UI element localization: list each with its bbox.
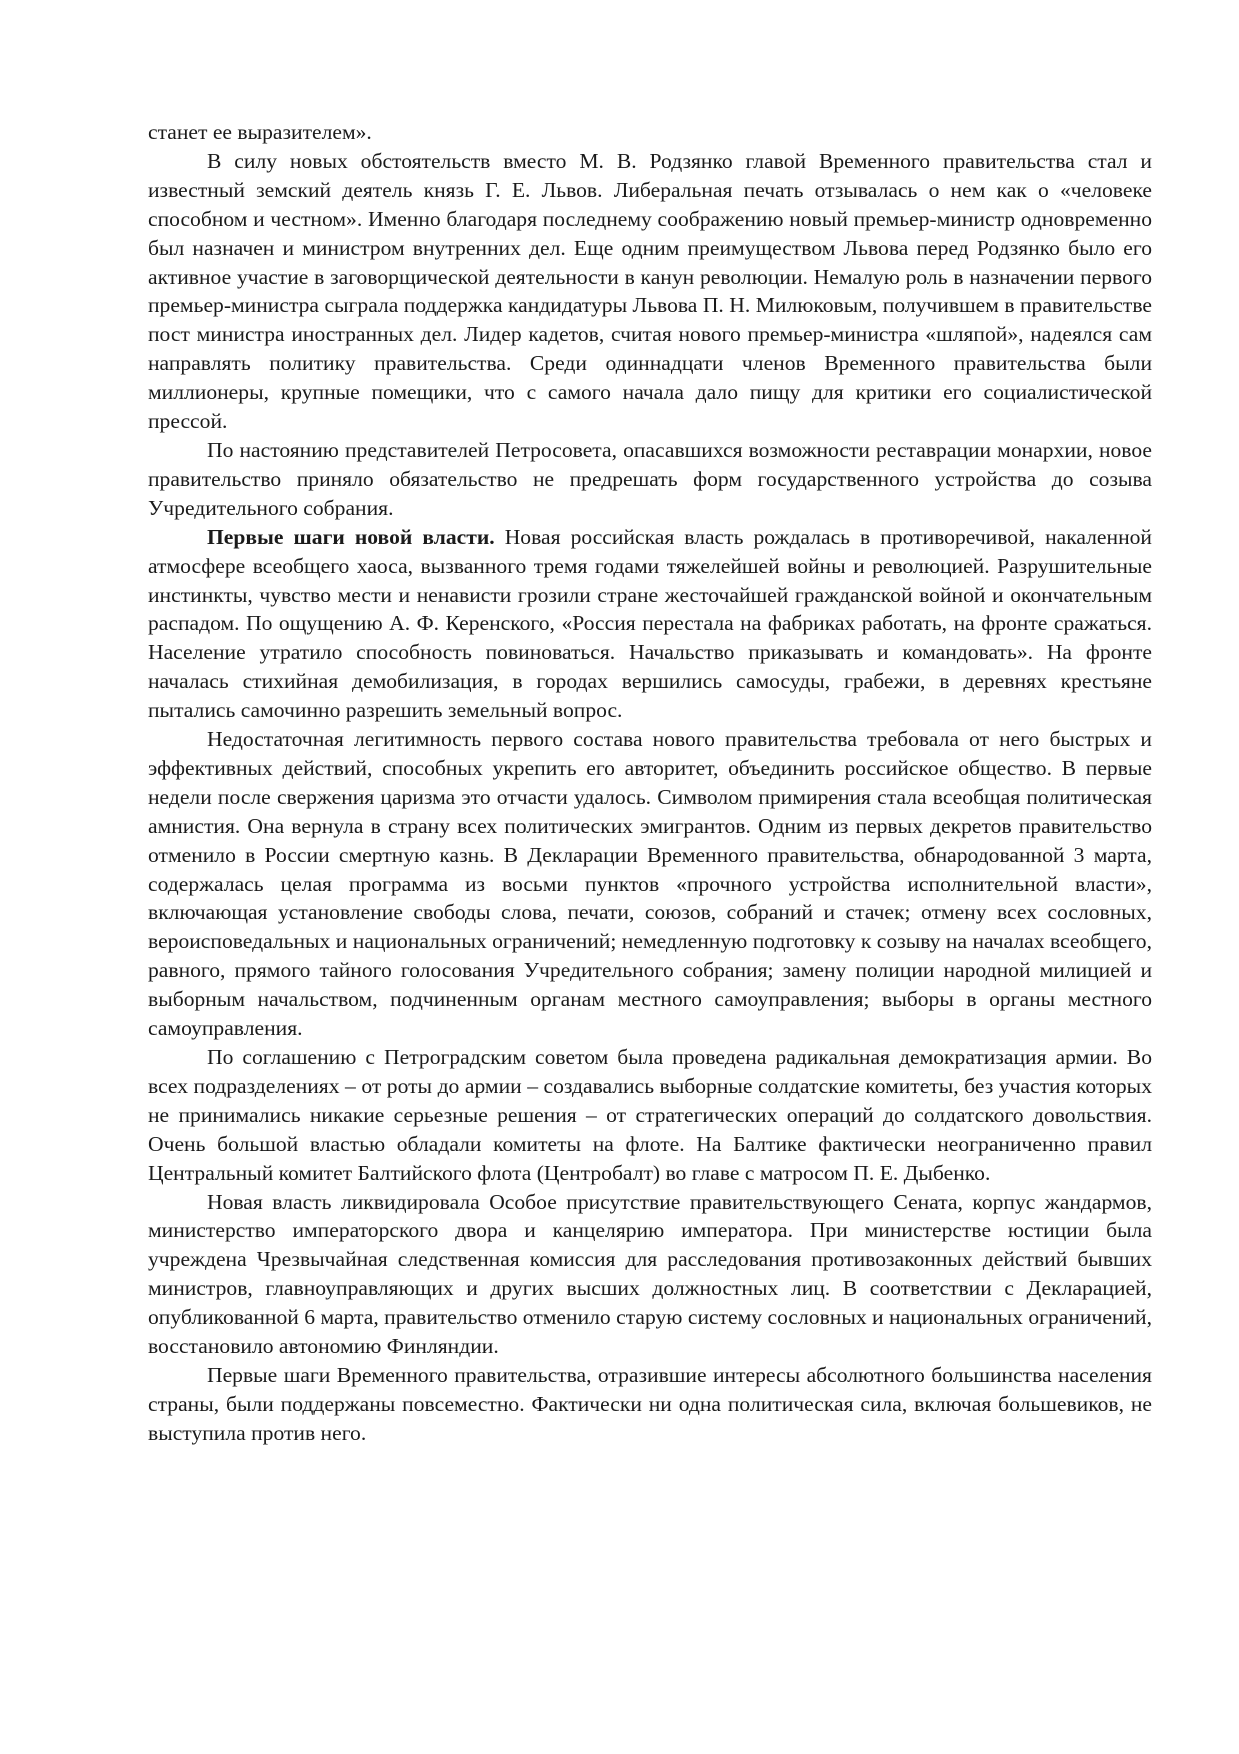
paragraph-6-text: По соглашению с Петроградским советом была проведена радикальная демократизация армии. Во всех подразделениях – от роты до армии – создавались выборные солдатские комитеты, без участия которых не принимались никакие серьезные решения – от стратегических операций до солдатского довольствия. Очень большой властью обладали комитеты на флоте. На Балтике фактически неограниченно правил Центральный комитет Балтийского флота (Центробалт) во главе с матросом П. Е. Дыбенко.: [148, 1045, 1152, 1185]
paragraph-8: [148, 1361, 1152, 1448]
paragraph-7: [148, 1188, 1152, 1361]
paragraph-8-text: Первые шаги Временного правительства, отразившие интересы абсолютного большинства населения страны, были поддержаны повсеместно. Фактически ни одна политическая сила, включая большевиков, не выступила против него.: [148, 1362, 1152, 1445]
paragraph-6: [148, 1043, 1152, 1188]
paragraph-5: [148, 725, 1152, 1043]
paragraph-4: [148, 523, 1152, 725]
paragraph-2-text: В силу новых обстоятельств вместо М. В. Родзянко главой Временного правительства стал и известный земский деятель князь Г. Е. Львов. Либеральная печать отзывалась о нем как о «человеке способном и честном». Именно благодаря последнему соображению новый премьер-министр одновременно был назначен и министром внутренних дел. Еще одним преимуществом Львова перед Родзянко было его активное участие в заговорщической деятельности в канун революции. Немалую роль в назначении первого премьер-министра сыграла поддержка кандидатуры Львова П. Н. Милюковым, получившем в правительстве пост министра иностранных дел. Лидер кадетов, считая нового премьер-министра «шляпой», надеялся сам направлять политику правительства. Среди одиннадцати членов Временного правительства были миллионеры, крупные помещики, что с самого начала дало пищу для критики его социалистической прессой.: [148, 148, 1152, 434]
paragraph-1-text: станет ее выразителем».: [148, 120, 372, 144]
paragraph-3-text: По настоянию представителей Петросовета, опасавшихся возможности реставрации монархии, новое правительство приняло обязательство не предрешать форм государственного устройства до созыва Учредительного собрания.: [148, 437, 1152, 520]
section-heading: Первые шаги новой власти.: [207, 524, 495, 549]
paragraph-5-text: Недостаточная легитимность первого состава нового правительства требовала от него быстрых и эффективных действий, способных укрепить его авторитет, объединить российское общество. В первые недели после свержения царизма это отчасти удалось. Символом примирения стала всеобщая политическая амнистия. Она вернула в страну всех политических эмигрантов. Одним из первых декретов правительство отменило в России смертную казнь. В Декларации Временного правительства, обнародованной 3 марта, содержалась целая программа из восьми пунктов «прочного устройства исполнительной власти», включающая установление свободы слова, печати, союзов, собраний и стачек; отмену всех сословных, вероисповедальных и национальных ограничений; немедленную подготовку к созыву на началах всеобщего, равного, прямого тайного голосования Учредительного собрания; замену полиции народной милицией и выборным начальством, подчиненным органам местного самоуправления; выборы в органы местного самоуправления.: [148, 727, 1152, 1041]
paragraph-4-text: Новая российская власть рождалась в противоречивой, накаленной атмосфере всеобщего хаоса, вызванного тремя годами тяжелейшей войны и революцией. Разрушительные инстинкты, чувство мести и ненависти грозили стране жесточайшей гражданской войной и окончательным распадом. По ощущению А. Ф. Керенского, «Россия перестала на фабриках работать, на фронте сражаться. Население утратило способность повиноваться. Начальство приказывать и командовать». На фронте началась стихийная демобилизация, в городах вершились самосуды, грабежи, в деревнях крестьяне пытались самочинно разрешить земельный вопрос.: [148, 524, 1152, 723]
paragraph-7-text: Новая власть ликвидировала Особое присутствие правительствующего Сената, корпус жандармов, министерство императорского двора и канцелярию императора. При министерстве юстиции была учреждена Чрезвычайная следственная комиссия для расследования противозаконных действий бывших министров, главноуправляющих и других высших должностных лиц. В соответствии с Декларацией, опубликованной 6 марта, правительство отменило старую систему сословных и национальных ограничений, восстановило автономию Финляндии.: [148, 1189, 1152, 1359]
paragraph-3: [148, 436, 1152, 523]
paragraph-2: [148, 147, 1152, 436]
document-page: [148, 118, 1152, 1448]
paragraph-1: [148, 118, 1152, 147]
